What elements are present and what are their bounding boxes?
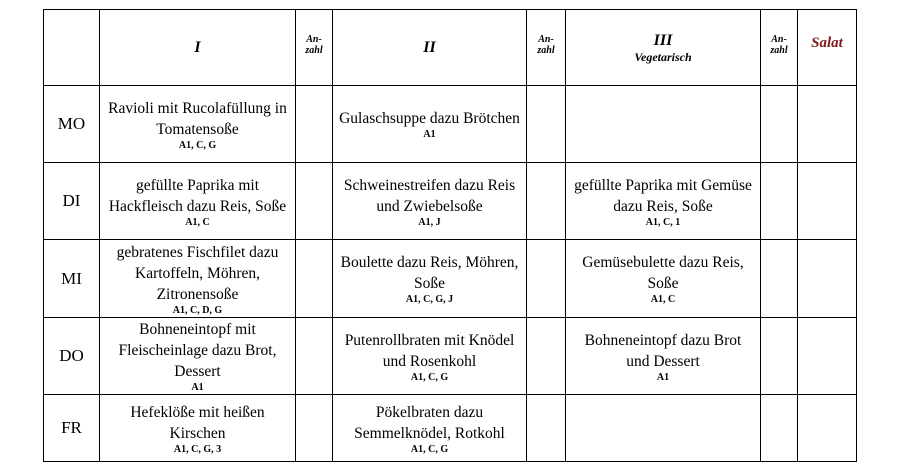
dish-text: Ravioli mit Rucolafüllung in Tomatensoße	[108, 99, 287, 138]
anzahl-2-cell	[527, 318, 566, 395]
dish-text: Gulaschsuppe dazu Brötchen	[339, 110, 520, 127]
menu-2-cell	[333, 318, 527, 395]
allergen-codes: A1, C, G, J	[405, 294, 454, 305]
menu-1-cell	[100, 318, 296, 395]
anzahl-1-cell	[296, 86, 333, 163]
anzahl-1-cell	[296, 240, 333, 318]
menu-2-title: II	[423, 38, 436, 56]
header-row	[44, 10, 857, 86]
menu-2-cell	[333, 395, 527, 462]
allergen-codes: A1	[656, 371, 670, 383]
anzahl-3-cell	[761, 395, 798, 462]
dish-text: Boulette dazu Reis, Möhren, Soße	[340, 254, 519, 292]
menu-3-cell	[566, 163, 761, 240]
table-row	[44, 163, 857, 240]
allergen-codes: A1, C, G	[178, 139, 217, 151]
menu-1-cell	[100, 163, 296, 240]
day-cell	[44, 86, 100, 163]
salat-cell	[798, 395, 857, 462]
allergen-codes: A1, C	[650, 294, 676, 305]
day-label: DI	[62, 191, 81, 210]
menu-3-cell	[566, 395, 761, 462]
day-cell	[44, 240, 100, 318]
anzahl-3-cell	[761, 86, 798, 163]
dish-text: Hefeklöße mit heißen Kirschen	[130, 403, 265, 442]
dish-text: gefüllte Paprika mit Hackfleisch dazu Reis, Soße	[108, 176, 287, 215]
header-corner-cell	[44, 10, 100, 86]
menu-3-title: III	[653, 31, 673, 49]
salat-cell	[798, 318, 857, 395]
menu-2-cell	[333, 163, 527, 240]
menu-3-cell	[566, 86, 761, 163]
header-anzahl-1	[296, 10, 333, 86]
table-row	[44, 86, 857, 163]
salat-cell	[798, 240, 857, 318]
lunch-menu-table	[43, 9, 857, 462]
anzahl-1-cell	[296, 395, 333, 462]
day-cell	[44, 163, 100, 240]
header-menu-2	[333, 10, 527, 86]
allergen-codes: A1, C, D, G	[172, 304, 223, 316]
anzahl-1-cell	[296, 318, 333, 395]
menu-3-cell	[566, 318, 761, 395]
menu-1-cell	[100, 240, 296, 318]
salat-title: Salat	[811, 35, 843, 51]
day-label: MO	[57, 114, 86, 133]
menu-1-cell	[100, 395, 296, 462]
allergen-codes: A1, C, 1	[645, 216, 681, 228]
anzahl-3-cell	[761, 163, 798, 240]
table-row	[44, 395, 857, 462]
header-menu-1	[100, 10, 296, 86]
anzahl-2-cell	[527, 395, 566, 462]
salat-cell	[798, 86, 857, 163]
dish-text: Schweinestreifen dazu Reis und Zwiebelsoße	[343, 176, 516, 215]
dish-text: Bohneneintopf dazu Brot und Dessert	[584, 331, 742, 370]
dish-text: gebratenes Fischfilet dazu Kartoffeln, Möhren, Zitronensoße	[116, 243, 279, 303]
anzahl-3-cell	[761, 240, 798, 318]
menu-2-cell	[333, 86, 527, 163]
day-label: FR	[61, 418, 82, 437]
day-cell	[44, 318, 100, 395]
menu-1-cell	[100, 86, 296, 163]
day-cell	[44, 395, 100, 462]
header-menu-3	[566, 10, 761, 86]
allergen-codes: A1, C	[185, 216, 210, 228]
dish-text: Bohneneintopf mit Fleischeinlage dazu Brot, Dessert	[118, 321, 277, 380]
allergen-codes: A1, C, G, 3	[173, 443, 222, 455]
anzahl-3-label	[761, 34, 797, 62]
table-row	[44, 318, 857, 395]
header-anzahl-3	[761, 10, 798, 86]
dish-text: Putenrollbraten mit Knödel und Rosenkohl	[344, 331, 515, 370]
header-anzahl-2	[527, 10, 566, 86]
anzahl-2-text: An- zahl	[537, 33, 555, 56]
anzahl-1-cell	[296, 163, 333, 240]
anzahl-2-cell	[527, 86, 566, 163]
menu-2-cell	[333, 240, 527, 318]
header-salat	[798, 10, 857, 86]
dish-text: Gemüsebulette dazu Reis, Soße	[582, 254, 744, 292]
dish-text: Pökelbraten dazu Semmelknödel, Rotkohl	[354, 403, 505, 442]
menu-3-subtitle: Vegetarisch	[634, 49, 692, 64]
anzahl-1-label	[296, 34, 332, 62]
allergen-codes: A1, C, G	[410, 443, 449, 455]
table-row	[44, 240, 857, 318]
allergen-codes: A1, J	[418, 216, 441, 228]
allergen-codes: A1, C, G	[410, 371, 449, 383]
day-label: MI	[61, 268, 82, 288]
allergen-codes: A1	[191, 382, 204, 393]
anzahl-1-text: An- zahl	[305, 33, 323, 56]
day-label: DO	[59, 346, 84, 365]
salat-cell	[798, 163, 857, 240]
anzahl-3-text: An- zahl	[770, 33, 788, 56]
anzahl-2-label	[527, 34, 565, 62]
anzahl-2-cell	[527, 163, 566, 240]
allergen-codes: A1	[423, 129, 436, 140]
anzahl-3-cell	[761, 318, 798, 395]
menu-1-title: I	[194, 38, 201, 56]
menu-3-cell	[566, 240, 761, 318]
anzahl-2-cell	[527, 240, 566, 318]
dish-text: gefüllte Paprika mit Gemüse dazu Reis, Soße	[574, 176, 752, 215]
